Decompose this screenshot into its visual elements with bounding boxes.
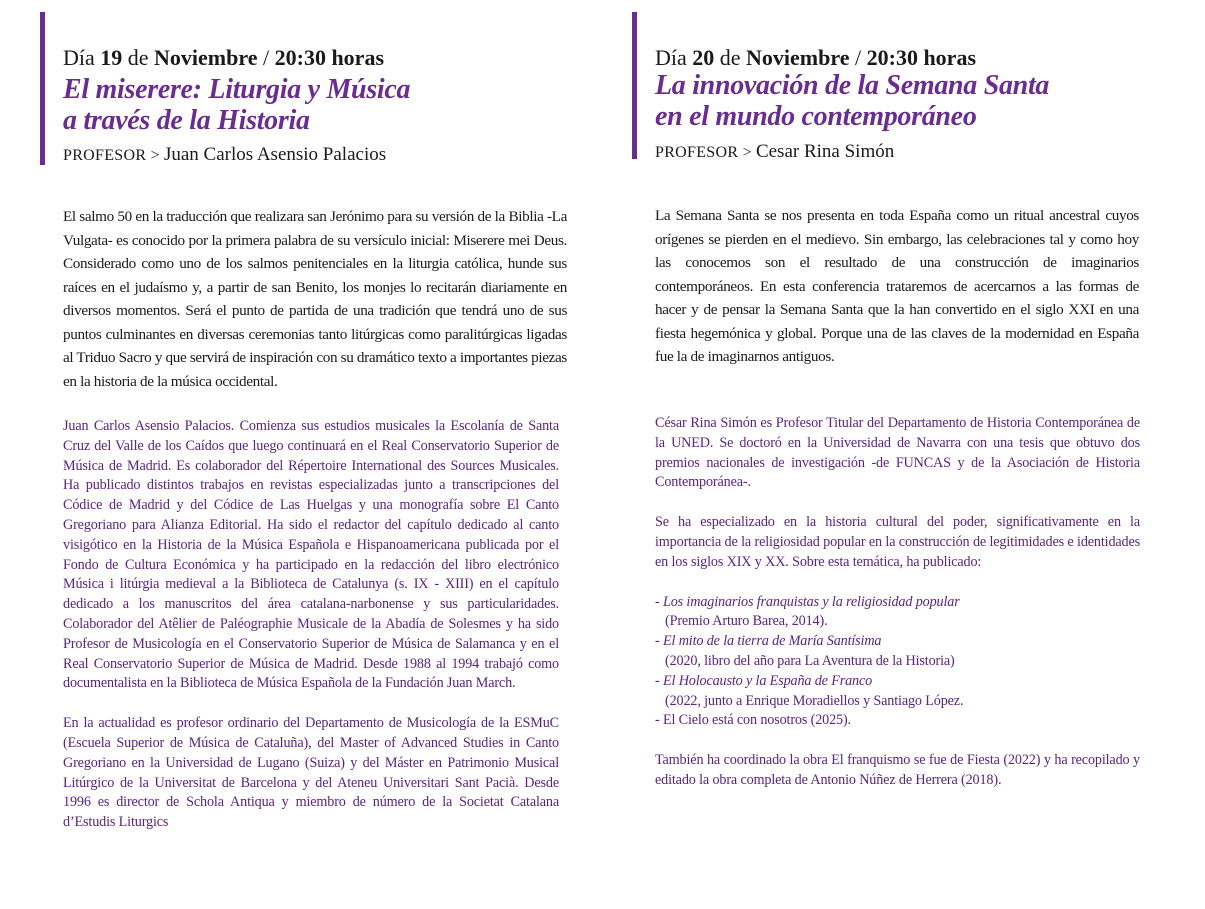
- event-date: Día 19 de Noviembre / 20:30 horas: [63, 45, 385, 70]
- event-title: El miserere: Liturgia y Música a través de la Historia: [63, 74, 411, 136]
- professor-line: PROFESOR > Juan Carlos Asensio Palacios: [63, 144, 387, 165]
- professor-line: PROFESOR > Cesar Rina Simón: [655, 141, 895, 162]
- event-header: [63, 44, 410, 166]
- professor-bio: [655, 414, 1140, 791]
- bio-paragraph: César Rina Simón es Profesor Titular del Departamento de Historia Contemporánea de la UNED. Se doctoró en la Universidad de Navarra con una tesis que obtuvo dos premios nacionales de investigación -de FUNCAS y de la Asociación de Historia Contemporánea-.: [655, 415, 1140, 491]
- event-title: La innovación de la Semana Santa en el mundo contemporáneo: [655, 70, 1050, 132]
- publication-item: - El Cielo está con nosotros (2025).: [655, 712, 851, 729]
- professor-name: Juan Carlos Asensio Palacios: [163, 144, 387, 165]
- event-description: La Semana Santa se nos presenta en toda España como un ritual ancestral cuyos orígenes se pierden en el medievo. Sin embargo, las celebraciones tal y como hoy las conocemos son el resultado de una construcción de imaginarios contemporáneos. En esta conferencia trataremos de acercarnos a las formas de hacer y de pensar la Semana Santa que la han convertido en el siglo XXI en una fiesta hegemónica y global. Porque una de las claves de la modernidad en España fue la de imaginarnos antiguos.: [655, 207, 1139, 365]
- professor-name: Cesar Rina Simón: [755, 141, 895, 162]
- event-description: El salmo 50 en la traducción que realizara san Jerónimo para su versión de la Biblia -La Vulgata- es conocido por la primera palabra de su versículo inicial: Miserere mei Deus. Considerado como uno de los salmos penitenciales en la liturgia católica, hunde sus raíces en el judaísmo y, a partir de san Benito, los monjes lo recitarán diariamente en diversos momentos. Será el punto de partida de una tradición que tendrá uno de sus puntos culminantes en diversas ceremonias tanto litúrgicas como paralitúrgicas ligadas al Triduo Sacro y que servirá de inspiración con su dramático texto a importantes piezas en la historia de la música occidental.: [63, 208, 567, 390]
- event-header: [655, 44, 1049, 163]
- publication-item: - Los imaginarios franquistas y la religiosidad popular (Premio Arturo Barea, 2014).: [655, 593, 960, 630]
- accent-bar: [632, 12, 637, 159]
- publication-item: - El Holocausto y la España de Franco (2022, junto a Enrique Moradiellos y Santiago López.: [655, 672, 964, 709]
- event-date: Día 20 de Noviembre / 20:30 horas: [655, 45, 977, 70]
- bio-paragraph: En la actualidad es profesor ordinario del Departamento de Musicología de la ESMuC (Escuela Superior de Música de Cataluña), del Master of Advanced Studies in Canto Gregoriano en la Universidad de Lugano (Suiza) y del Máster en Patrimonio Musical Litúrgico de la Universitat de Barcelona y del Ateneu Universitari Sant Pacià. Desde 1996 es director de Schola Antiqua y miembro de número de la Societat Catalana d’Estudis Liturgics: [63, 715, 559, 831]
- accent-bar: [40, 12, 45, 165]
- bio-paragraph: Se ha especializado en la historia cultural del poder, significativamente en la importancia de la religiosidad popular en la construcción de legitimidades e identidades en los siglos XIX y XX. Sobre esta temática, ha publicado:: [655, 514, 1140, 570]
- bio-paragraph: Juan Carlos Asensio Palacios. Comienza sus estudios musicales la Escolanía de Santa Cruz del Valle de los Caídos que luego continuará en el Real Conservatorio Superior de Música de Madrid. Es colaborador del Répertoire International des Sources Musicales. Ha publicado distintos trabajos en revistas especializadas junto a transcripciones del Códice de Madrid y del Códice de Las Huelgas y una monografía sobre El Canto Gregoriano para Alianza Editorial. Ha sido el redactor del capítulo dedicado al canto visigótico en la Historia de la Música Española e Hispanoamericana publicada por el Fondo de Cultura Económica y ha participado en la redacción del libro electrónico Música i litúrgia medieval a la Biblioteca de Catalunya (s. IX - XIII) en el capítulo dedicado a los manuscritos del área catalana-narbonense y sus particularidades. Colaborador del Atêlier de Paléographie Musicale de la Abadía de Solesmes y ha sido Profesor de Musicología en el Conservatorio Superior de Música de Salamanca y en el Real Conservatorio Superior de Música de Madrid. Desde 1988 al 1994 trabajó como documentalista en la Biblioteca de Música Española de la Fundación Juan March.: [63, 418, 559, 692]
- publication-item: - El mito de la tierra de María Santísima (2020, libro del año para La Aventura de la Historia): [655, 633, 955, 669]
- professor-bio: [63, 417, 559, 833]
- bio-paragraph: También ha coordinado la obra El franquismo se fue de Fiesta (2022) y ha recopilado y editado la obra completa de Antonio Núñez de Herrera (2018).: [655, 752, 1140, 788]
